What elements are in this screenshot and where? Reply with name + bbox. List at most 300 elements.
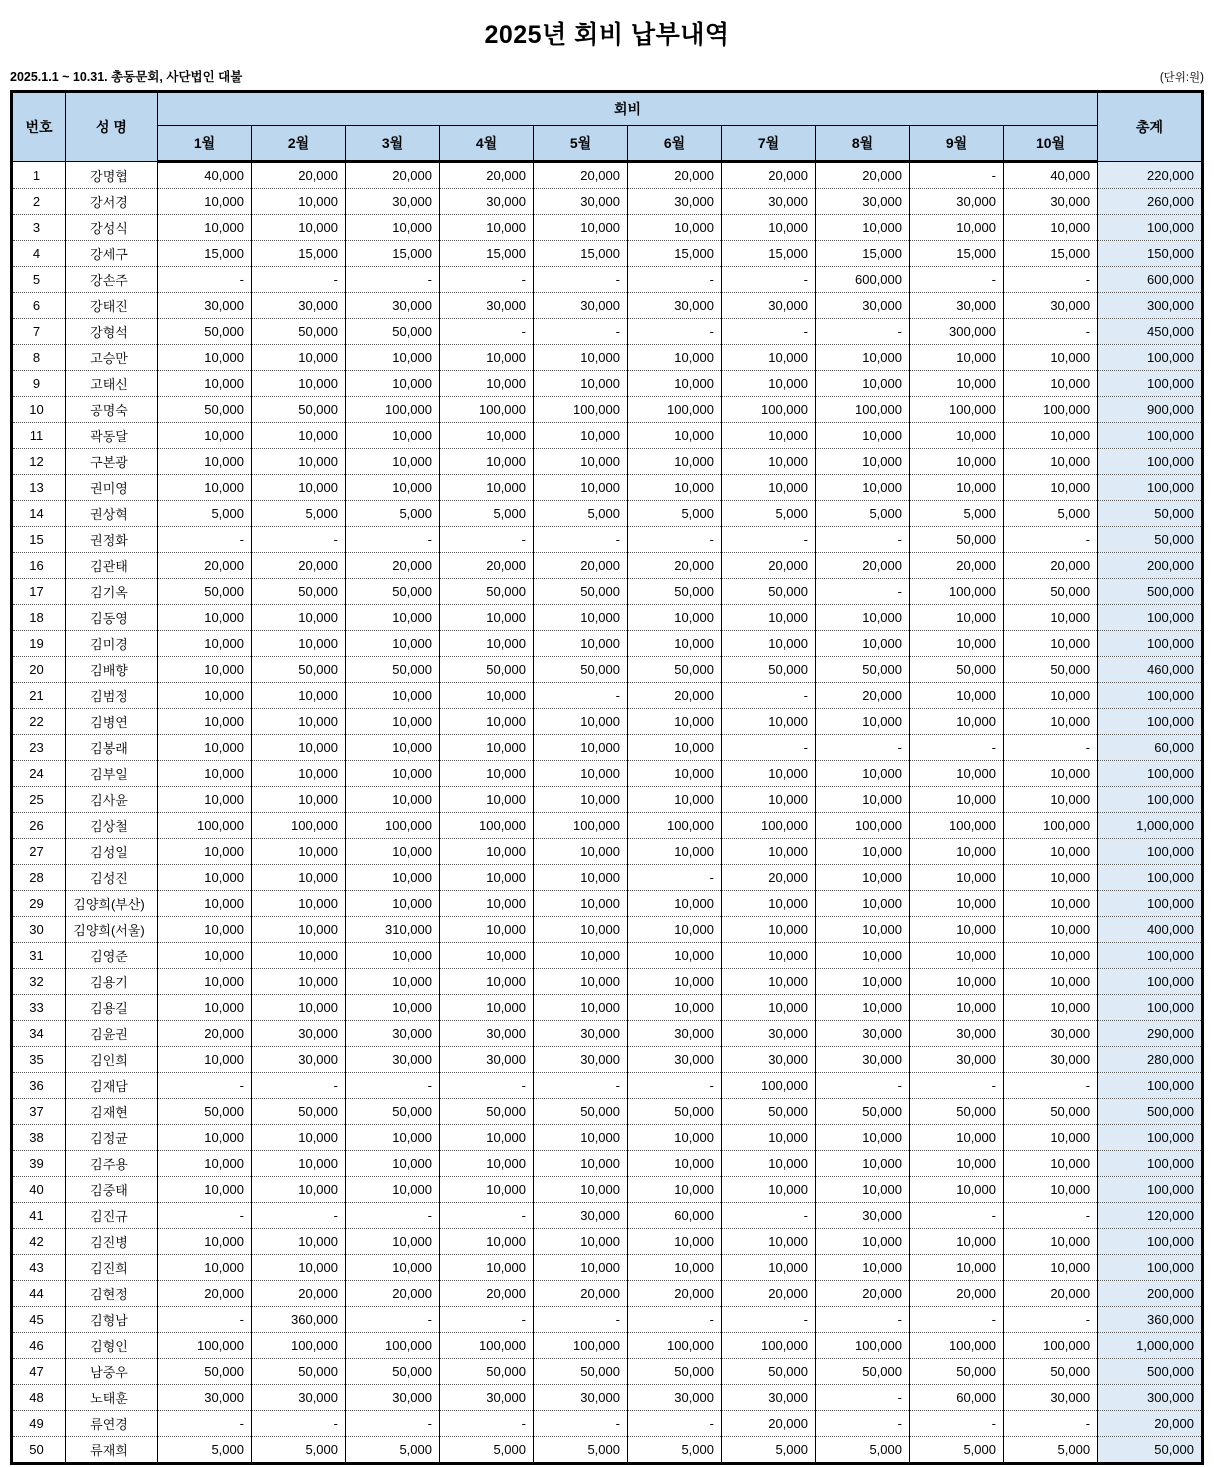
row-number-cell: 14: [12, 501, 66, 527]
month-value-cell: 100,000: [910, 579, 1004, 605]
row-total-cell: 100,000: [1098, 891, 1203, 917]
month-value-cell: 20,000: [628, 162, 722, 189]
month-value-cell: 20,000: [722, 162, 816, 189]
month-value-cell: -: [346, 1411, 440, 1437]
month-value-cell: 10,000: [158, 709, 252, 735]
month-value-cell: 20,000: [346, 553, 440, 579]
row-number-cell: 8: [12, 345, 66, 371]
month-value-cell: 10,000: [722, 787, 816, 813]
month-value-cell: 10,000: [1004, 891, 1098, 917]
month-value-cell: 10,000: [628, 1255, 722, 1281]
month-value-cell: 10,000: [628, 787, 722, 813]
member-name-cell: 김인희: [66, 1047, 158, 1073]
table-row: [12, 241, 1203, 267]
table-row: [12, 1281, 1203, 1307]
month-value-cell: -: [158, 527, 252, 553]
table-row: [12, 891, 1203, 917]
month-value-cell: 10,000: [910, 865, 1004, 891]
month-value-cell: 5,000: [252, 501, 346, 527]
month-value-cell: 5,000: [910, 1437, 1004, 1464]
month-value-cell: 30,000: [1004, 1047, 1098, 1073]
row-number-cell: 49: [12, 1411, 66, 1437]
month-value-cell: 10,000: [910, 215, 1004, 241]
month-value-cell: -: [816, 1307, 910, 1333]
month-value-cell: 10,000: [910, 371, 1004, 397]
month-value-cell: 10,000: [252, 787, 346, 813]
month-value-cell: 10,000: [346, 1151, 440, 1177]
month-value-cell: 10,000: [252, 1177, 346, 1203]
month-value-cell: 10,000: [158, 969, 252, 995]
month-value-cell: -: [1004, 1307, 1098, 1333]
month-value-cell: 10,000: [534, 345, 628, 371]
table-row: [12, 1099, 1203, 1125]
month-value-cell: -: [158, 1073, 252, 1099]
month-value-cell: 10,000: [346, 709, 440, 735]
month-value-cell: 100,000: [816, 813, 910, 839]
row-total-cell: 100,000: [1098, 865, 1203, 891]
month-value-cell: 10,000: [910, 1125, 1004, 1151]
month-value-cell: 20,000: [440, 162, 534, 189]
row-total-cell: 100,000: [1098, 215, 1203, 241]
month-value-cell: 30,000: [440, 1385, 534, 1411]
month-value-cell: 10,000: [816, 917, 910, 943]
header-group-row: [12, 92, 1203, 126]
month-value-cell: 50,000: [910, 657, 1004, 683]
month-value-cell: 30,000: [628, 1047, 722, 1073]
month-value-cell: 20,000: [252, 162, 346, 189]
row-number-cell: 19: [12, 631, 66, 657]
row-total-cell: 100,000: [1098, 345, 1203, 371]
month-value-cell: 30,000: [346, 1047, 440, 1073]
month-value-cell: 10,000: [158, 189, 252, 215]
month-value-cell: 20,000: [722, 553, 816, 579]
month-value-cell: 10,000: [252, 709, 346, 735]
month-value-cell: 100,000: [252, 813, 346, 839]
table-row: [12, 1047, 1203, 1073]
month-value-cell: 100,000: [628, 397, 722, 423]
month-header: 7월: [722, 126, 816, 162]
member-name-cell: 김정균: [66, 1125, 158, 1151]
month-value-cell: -: [816, 319, 910, 345]
month-value-cell: 10,000: [722, 475, 816, 501]
month-value-cell: 10,000: [816, 215, 910, 241]
row-total-cell: 60,000: [1098, 735, 1203, 761]
month-value-cell: 10,000: [910, 761, 1004, 787]
month-value-cell: -: [534, 683, 628, 709]
month-value-cell: 10,000: [252, 917, 346, 943]
month-value-cell: 10,000: [628, 371, 722, 397]
month-value-cell: 10,000: [534, 631, 628, 657]
row-number-cell: 40: [12, 1177, 66, 1203]
month-value-cell: 10,000: [722, 761, 816, 787]
month-value-cell: 10,000: [252, 995, 346, 1021]
month-value-cell: 10,000: [1004, 969, 1098, 995]
month-value-cell: 100,000: [910, 397, 1004, 423]
row-number-cell: 16: [12, 553, 66, 579]
row-number-cell: 13: [12, 475, 66, 501]
month-value-cell: 10,000: [816, 943, 910, 969]
month-value-cell: -: [440, 1073, 534, 1099]
row-total-cell: 100,000: [1098, 631, 1203, 657]
member-name-cell: 김용기: [66, 969, 158, 995]
month-value-cell: 60,000: [628, 1203, 722, 1229]
month-value-cell: 20,000: [346, 162, 440, 189]
month-value-cell: 10,000: [910, 475, 1004, 501]
month-value-cell: 10,000: [440, 683, 534, 709]
month-value-cell: 50,000: [628, 1359, 722, 1385]
month-value-cell: 10,000: [440, 449, 534, 475]
month-value-cell: 10,000: [440, 969, 534, 995]
table-row: [12, 215, 1203, 241]
member-name-cell: 김재담: [66, 1073, 158, 1099]
month-value-cell: 50,000: [158, 1099, 252, 1125]
month-value-cell: -: [440, 1307, 534, 1333]
month-value-cell: 10,000: [440, 631, 534, 657]
month-value-cell: 50,000: [346, 1359, 440, 1385]
month-value-cell: 10,000: [158, 787, 252, 813]
table-row: [12, 1151, 1203, 1177]
month-value-cell: 10,000: [534, 865, 628, 891]
row-number-cell: 42: [12, 1229, 66, 1255]
month-value-cell: 10,000: [346, 345, 440, 371]
table-row: [12, 371, 1203, 397]
month-value-cell: 10,000: [440, 917, 534, 943]
month-value-cell: 10,000: [816, 605, 910, 631]
month-value-cell: 10,000: [534, 215, 628, 241]
month-value-cell: 10,000: [158, 1177, 252, 1203]
month-value-cell: 10,000: [158, 761, 252, 787]
row-number-cell: 26: [12, 813, 66, 839]
month-value-cell: 10,000: [158, 1255, 252, 1281]
month-value-cell: 10,000: [158, 943, 252, 969]
month-value-cell: -: [534, 319, 628, 345]
month-value-cell: 50,000: [628, 657, 722, 683]
member-name-cell: 김사윤: [66, 787, 158, 813]
month-value-cell: 10,000: [346, 943, 440, 969]
row-total-cell: 120,000: [1098, 1203, 1203, 1229]
month-value-cell: 10,000: [722, 1125, 816, 1151]
month-value-cell: 50,000: [722, 657, 816, 683]
month-value-cell: 10,000: [628, 605, 722, 631]
month-value-cell: 10,000: [158, 345, 252, 371]
member-name-cell: 강형석: [66, 319, 158, 345]
month-value-cell: 20,000: [346, 1281, 440, 1307]
month-header: 8월: [816, 126, 910, 162]
month-value-cell: 10,000: [534, 969, 628, 995]
month-value-cell: -: [910, 1411, 1004, 1437]
month-value-cell: -: [346, 527, 440, 553]
month-value-cell: 50,000: [440, 657, 534, 683]
month-value-cell: -: [628, 865, 722, 891]
month-value-cell: 10,000: [816, 475, 910, 501]
month-value-cell: 10,000: [628, 735, 722, 761]
month-value-cell: 5,000: [628, 501, 722, 527]
month-header: 2월: [252, 126, 346, 162]
month-value-cell: 100,000: [628, 813, 722, 839]
row-number-cell: 24: [12, 761, 66, 787]
month-value-cell: -: [534, 1411, 628, 1437]
month-value-cell: 10,000: [346, 631, 440, 657]
month-value-cell: -: [1004, 527, 1098, 553]
row-number-cell: 7: [12, 319, 66, 345]
month-value-cell: 10,000: [628, 449, 722, 475]
month-value-cell: 10,000: [722, 1177, 816, 1203]
month-value-cell: 10,000: [252, 1125, 346, 1151]
month-value-cell: -: [816, 1073, 910, 1099]
row-total-cell: 280,000: [1098, 1047, 1203, 1073]
month-value-cell: 10,000: [628, 345, 722, 371]
month-value-cell: 10,000: [440, 1229, 534, 1255]
table-row: [12, 345, 1203, 371]
row-total-cell: 600,000: [1098, 267, 1203, 293]
month-value-cell: 10,000: [910, 423, 1004, 449]
row-number-cell: 50: [12, 1437, 66, 1464]
month-value-cell: 10,000: [158, 865, 252, 891]
month-value-cell: 50,000: [252, 1099, 346, 1125]
month-value-cell: 30,000: [722, 189, 816, 215]
row-total-cell: 360,000: [1098, 1307, 1203, 1333]
row-total-cell: 100,000: [1098, 969, 1203, 995]
col-header-name: 성 명: [66, 92, 158, 162]
month-value-cell: 10,000: [1004, 423, 1098, 449]
row-number-cell: 23: [12, 735, 66, 761]
month-value-cell: 10,000: [1004, 761, 1098, 787]
month-value-cell: 10,000: [722, 371, 816, 397]
row-total-cell: 50,000: [1098, 527, 1203, 553]
month-value-cell: 10,000: [534, 1177, 628, 1203]
month-value-cell: 10,000: [158, 1151, 252, 1177]
month-value-cell: 300,000: [910, 319, 1004, 345]
month-value-cell: 10,000: [722, 1255, 816, 1281]
month-value-cell: 10,000: [628, 631, 722, 657]
table-row: [12, 631, 1203, 657]
month-value-cell: 600,000: [816, 267, 910, 293]
month-value-cell: 30,000: [534, 1385, 628, 1411]
month-value-cell: 10,000: [440, 735, 534, 761]
month-value-cell: 100,000: [1004, 1333, 1098, 1359]
month-value-cell: 30,000: [1004, 189, 1098, 215]
month-value-cell: -: [628, 1073, 722, 1099]
month-value-cell: 10,000: [534, 371, 628, 397]
month-value-cell: 10,000: [158, 215, 252, 241]
member-name-cell: 김상철: [66, 813, 158, 839]
row-number-cell: 27: [12, 839, 66, 865]
table-row: [12, 865, 1203, 891]
month-value-cell: -: [252, 1203, 346, 1229]
month-value-cell: 10,000: [346, 1125, 440, 1151]
month-value-cell: 10,000: [534, 1229, 628, 1255]
member-name-cell: 김중태: [66, 1177, 158, 1203]
member-name-cell: 김진병: [66, 1229, 158, 1255]
month-value-cell: 30,000: [534, 1047, 628, 1073]
month-value-cell: 50,000: [346, 579, 440, 605]
month-value-cell: -: [722, 267, 816, 293]
row-number-cell: 34: [12, 1021, 66, 1047]
month-value-cell: 30,000: [1004, 1385, 1098, 1411]
month-value-cell: 100,000: [816, 1333, 910, 1359]
month-value-cell: 30,000: [816, 1021, 910, 1047]
month-value-cell: 50,000: [252, 657, 346, 683]
month-value-cell: 10,000: [158, 1125, 252, 1151]
month-value-cell: 20,000: [628, 1281, 722, 1307]
table-row: [12, 813, 1203, 839]
month-value-cell: 10,000: [440, 1177, 534, 1203]
month-value-cell: 10,000: [1004, 917, 1098, 943]
table-row: [12, 1203, 1203, 1229]
month-value-cell: 10,000: [158, 891, 252, 917]
month-value-cell: 50,000: [534, 1359, 628, 1385]
month-value-cell: 100,000: [440, 1333, 534, 1359]
member-name-cell: 김양희(부산): [66, 891, 158, 917]
month-value-cell: 30,000: [628, 189, 722, 215]
month-value-cell: 10,000: [534, 449, 628, 475]
month-value-cell: 30,000: [910, 1021, 1004, 1047]
month-value-cell: 100,000: [158, 1333, 252, 1359]
month-value-cell: 50,000: [440, 1359, 534, 1385]
member-name-cell: 강명협: [66, 162, 158, 189]
month-value-cell: -: [346, 1073, 440, 1099]
month-value-cell: 5,000: [158, 501, 252, 527]
month-value-cell: 30,000: [346, 1021, 440, 1047]
month-value-cell: 30,000: [252, 1021, 346, 1047]
month-value-cell: 30,000: [628, 1021, 722, 1047]
month-value-cell: 10,000: [1004, 839, 1098, 865]
table-row: [12, 397, 1203, 423]
month-value-cell: -: [628, 527, 722, 553]
month-value-cell: 10,000: [158, 1229, 252, 1255]
table-row: [12, 657, 1203, 683]
month-value-cell: 10,000: [158, 995, 252, 1021]
month-value-cell: 5,000: [910, 501, 1004, 527]
month-value-cell: 100,000: [534, 1333, 628, 1359]
month-value-cell: 10,000: [252, 683, 346, 709]
month-value-cell: -: [816, 1411, 910, 1437]
member-name-cell: 김봉래: [66, 735, 158, 761]
month-value-cell: 50,000: [1004, 1359, 1098, 1385]
row-number-cell: 6: [12, 293, 66, 319]
month-value-cell: 50,000: [252, 397, 346, 423]
month-value-cell: -: [440, 319, 534, 345]
month-value-cell: 100,000: [346, 397, 440, 423]
month-value-cell: 100,000: [252, 1333, 346, 1359]
month-header: 1월: [158, 126, 252, 162]
table-row: [12, 501, 1203, 527]
month-value-cell: 10,000: [910, 631, 1004, 657]
month-value-cell: 50,000: [252, 579, 346, 605]
month-value-cell: 15,000: [346, 241, 440, 267]
table-row: [12, 1307, 1203, 1333]
month-value-cell: 10,000: [816, 1177, 910, 1203]
month-value-cell: 10,000: [628, 1177, 722, 1203]
month-value-cell: 10,000: [252, 1151, 346, 1177]
month-value-cell: 100,000: [722, 1333, 816, 1359]
month-value-cell: -: [628, 319, 722, 345]
month-value-cell: 50,000: [346, 1099, 440, 1125]
member-name-cell: 고승만: [66, 345, 158, 371]
month-value-cell: 10,000: [816, 1125, 910, 1151]
month-value-cell: 10,000: [910, 709, 1004, 735]
month-value-cell: 10,000: [440, 891, 534, 917]
month-value-cell: 50,000: [158, 579, 252, 605]
row-number-cell: 17: [12, 579, 66, 605]
col-header-fee-group: 회비: [158, 92, 1098, 126]
table-row: [12, 319, 1203, 345]
month-value-cell: 20,000: [534, 1281, 628, 1307]
month-value-cell: 10,000: [534, 423, 628, 449]
row-number-cell: 20: [12, 657, 66, 683]
month-value-cell: 15,000: [1004, 241, 1098, 267]
member-name-cell: 권정화: [66, 527, 158, 553]
row-number-cell: 1: [12, 162, 66, 189]
table-row: [12, 995, 1203, 1021]
month-value-cell: 10,000: [534, 475, 628, 501]
month-value-cell: 100,000: [910, 1333, 1004, 1359]
month-value-cell: 10,000: [252, 865, 346, 891]
month-value-cell: 100,000: [722, 1073, 816, 1099]
month-value-cell: 5,000: [440, 501, 534, 527]
month-value-cell: 10,000: [252, 761, 346, 787]
row-total-cell: 50,000: [1098, 501, 1203, 527]
row-total-cell: 300,000: [1098, 293, 1203, 319]
month-value-cell: 10,000: [628, 917, 722, 943]
month-value-cell: 50,000: [628, 579, 722, 605]
row-total-cell: 100,000: [1098, 1151, 1203, 1177]
row-number-cell: 44: [12, 1281, 66, 1307]
month-value-cell: 5,000: [1004, 1437, 1098, 1464]
month-value-cell: 10,000: [628, 1125, 722, 1151]
table-row: [12, 553, 1203, 579]
row-total-cell: 400,000: [1098, 917, 1203, 943]
unit-note: (단위:원): [1159, 72, 1204, 84]
month-value-cell: 50,000: [440, 1099, 534, 1125]
member-name-cell: 강세구: [66, 241, 158, 267]
row-total-cell: 100,000: [1098, 371, 1203, 397]
month-value-cell: 10,000: [346, 1255, 440, 1281]
month-value-cell: 50,000: [816, 1359, 910, 1385]
row-total-cell: 500,000: [1098, 579, 1203, 605]
month-value-cell: 20,000: [816, 553, 910, 579]
month-header: 3월: [346, 126, 440, 162]
member-name-cell: 김용길: [66, 995, 158, 1021]
month-value-cell: 20,000: [158, 1281, 252, 1307]
month-value-cell: 10,000: [722, 605, 816, 631]
month-value-cell: 100,000: [158, 813, 252, 839]
month-value-cell: 10,000: [628, 995, 722, 1021]
month-value-cell: 15,000: [722, 241, 816, 267]
month-value-cell: 15,000: [628, 241, 722, 267]
month-value-cell: 30,000: [816, 293, 910, 319]
row-number-cell: 48: [12, 1385, 66, 1411]
row-number-cell: 4: [12, 241, 66, 267]
month-value-cell: 10,000: [628, 891, 722, 917]
page-title: 2025년 회비 납부내역: [484, 21, 730, 49]
month-value-cell: 10,000: [346, 865, 440, 891]
member-name-cell: 공명숙: [66, 397, 158, 423]
row-total-cell: 100,000: [1098, 839, 1203, 865]
month-value-cell: 30,000: [440, 1021, 534, 1047]
table-row: [12, 839, 1203, 865]
month-value-cell: 20,000: [440, 553, 534, 579]
month-value-cell: 10,000: [346, 215, 440, 241]
table-row: [12, 1385, 1203, 1411]
member-name-cell: 고태신: [66, 371, 158, 397]
member-name-cell: 곽동달: [66, 423, 158, 449]
month-value-cell: 100,000: [628, 1333, 722, 1359]
month-value-cell: -: [440, 267, 534, 293]
month-value-cell: -: [628, 1411, 722, 1437]
month-value-cell: -: [534, 1073, 628, 1099]
month-value-cell: 10,000: [158, 1047, 252, 1073]
